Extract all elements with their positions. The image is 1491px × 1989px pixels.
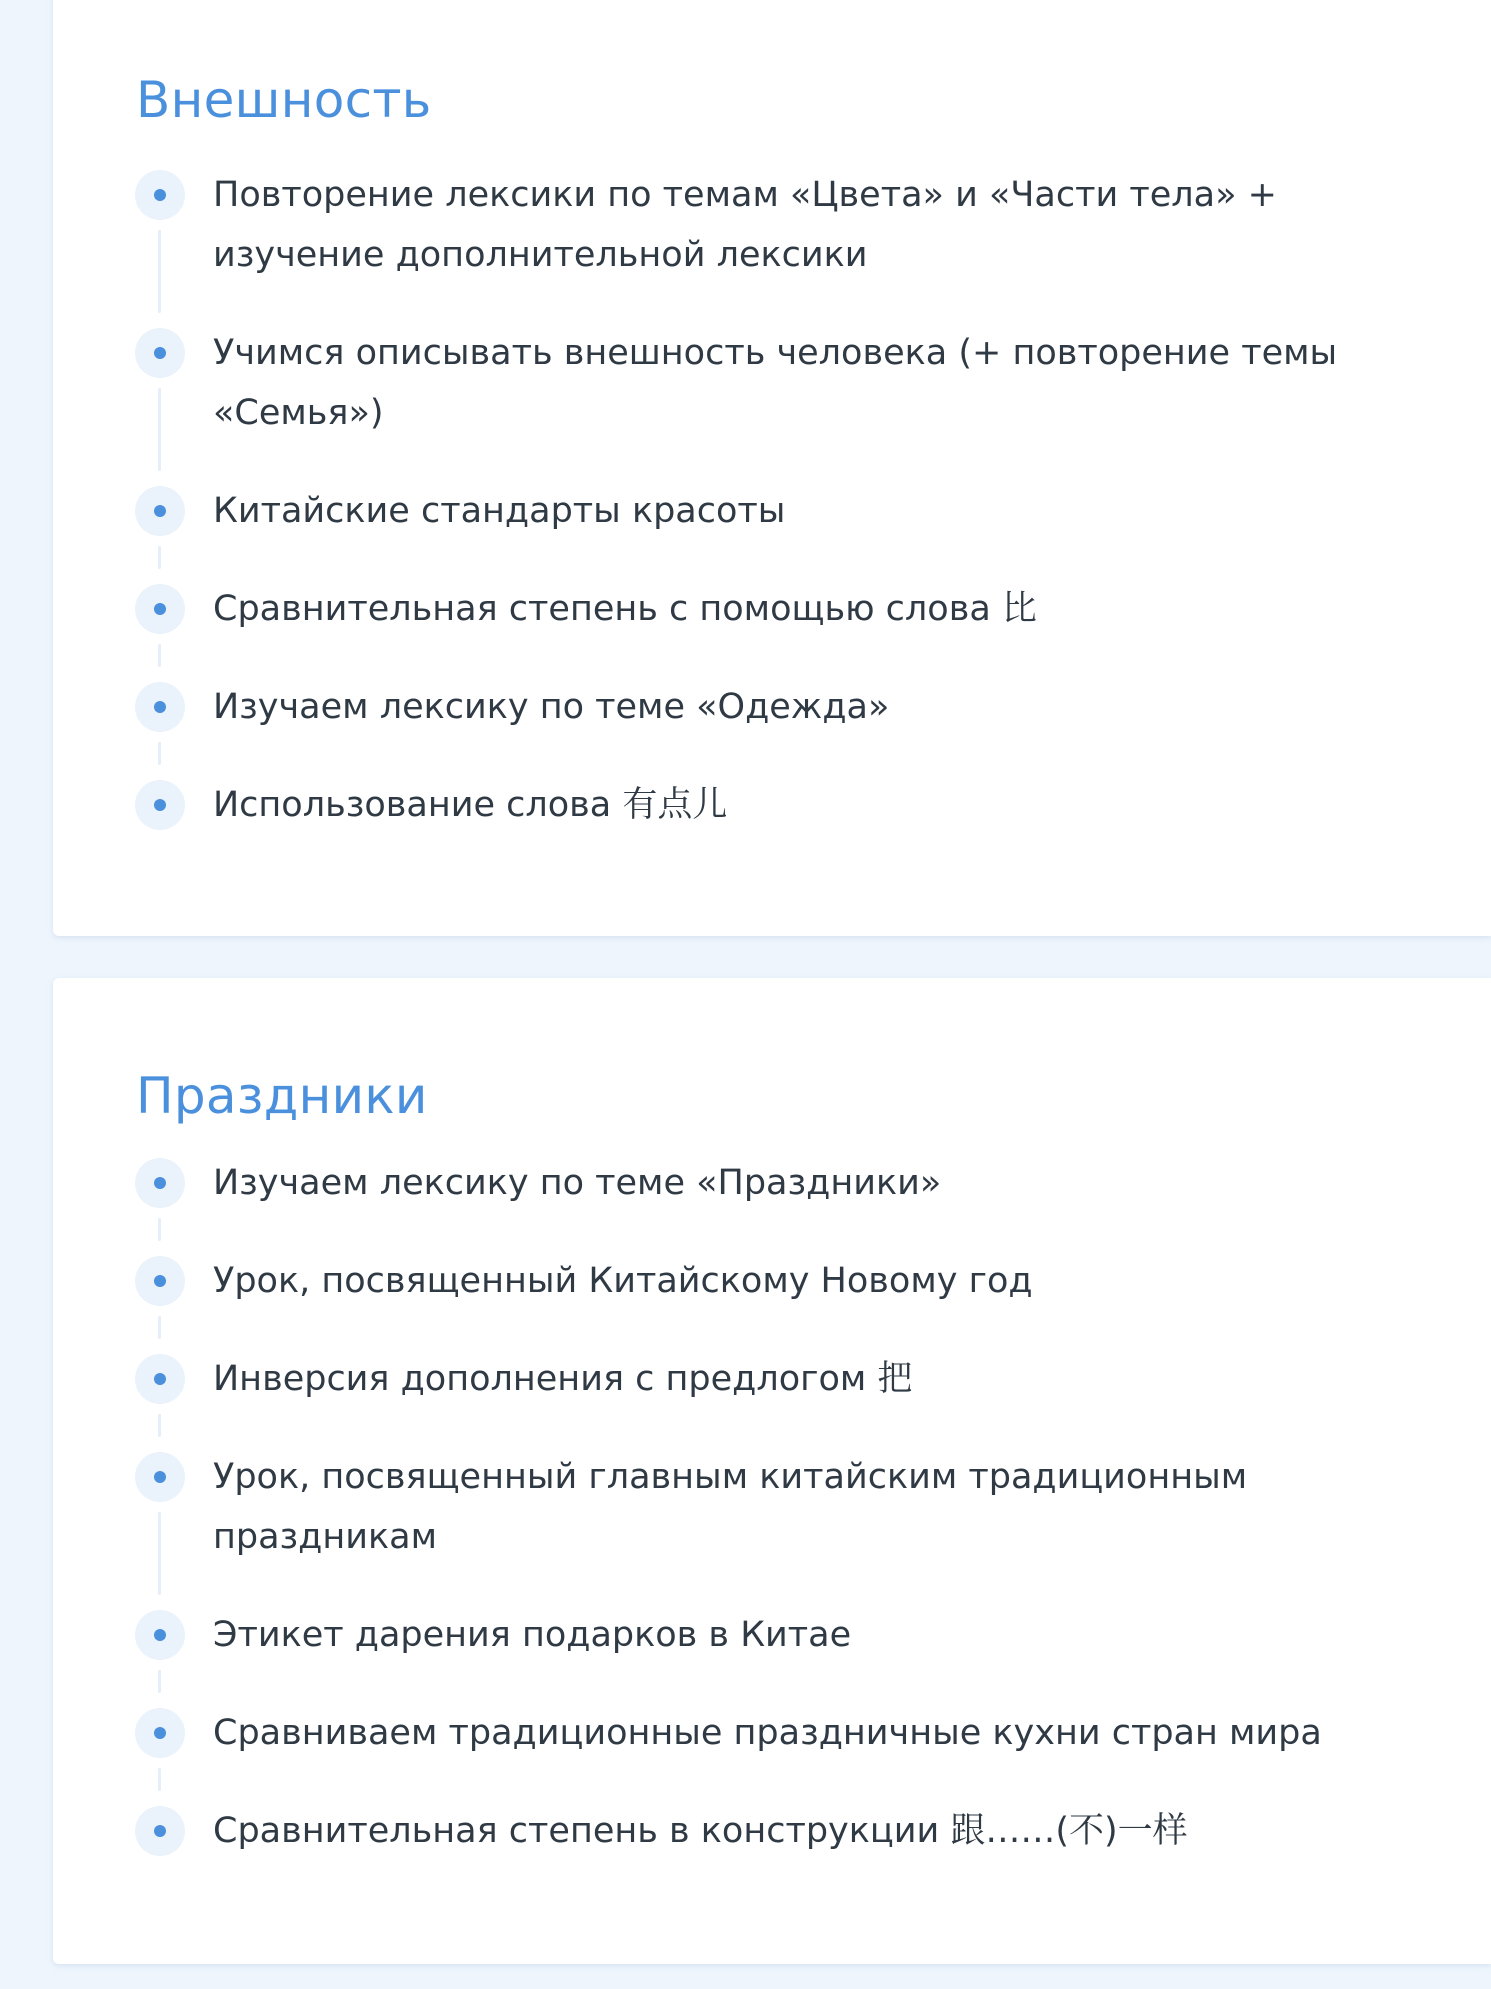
topic-text: Урок, посвященный главным китайским традиционным праздникам	[213, 1457, 1248, 1557]
bullet-dot-icon	[135, 1256, 185, 1306]
topic-text: Учимся описывать внешность человека (+ повторение темы «Семья»)	[213, 333, 1338, 433]
timeline-connector	[158, 1414, 161, 1437]
topic-item	[133, 775, 1373, 835]
bullet-dot-icon	[135, 486, 185, 536]
bullet-dot-icon	[135, 1610, 185, 1660]
timeline-connector	[158, 644, 161, 667]
topic-text: Сравнительная степень с помощью слова 比	[213, 589, 1037, 629]
bullet-dot-icon	[135, 1708, 185, 1758]
timeline-connector	[158, 546, 161, 569]
section-card-holidays	[53, 978, 1491, 1964]
topic-item	[133, 165, 1373, 323]
timeline-connector	[158, 742, 161, 765]
bullet-dot-icon	[135, 1158, 185, 1208]
timeline-connector	[158, 1768, 161, 1791]
topic-list	[133, 1153, 1373, 1861]
topic-item	[133, 1153, 1373, 1251]
timeline-connector	[158, 230, 161, 313]
timeline-connector	[158, 1512, 161, 1595]
bullet-dot-icon	[135, 1354, 185, 1404]
topic-text: Сравниваем традиционные праздничные кухни стран мира	[213, 1713, 1322, 1753]
timeline-connector	[158, 388, 161, 471]
bullet-dot-icon	[135, 1806, 185, 1856]
topic-text: Сравнительная степень в конструкции 跟……(不)一样	[213, 1811, 1188, 1851]
topic-text: Урок, посвященный Китайскому Новому год	[213, 1261, 1033, 1301]
topic-item	[133, 1801, 1373, 1861]
bullet-dot-icon	[135, 170, 185, 220]
topic-item	[133, 1703, 1373, 1801]
topic-text: Повторение лексики по темам «Цвета» и «Части тела» + изучение дополнительной лексики	[213, 175, 1277, 275]
bullet-dot-icon	[135, 1452, 185, 1502]
timeline-connector	[158, 1670, 161, 1693]
topic-item	[133, 1605, 1373, 1703]
topic-text: Этикет дарения подарков в Китае	[213, 1615, 852, 1655]
section-title: Праздники	[136, 1067, 428, 1125]
topic-text: Изучаем лексику по теме «Одежда»	[213, 687, 890, 727]
bullet-dot-icon	[135, 780, 185, 830]
topic-text: Изучаем лексику по теме «Праздники»	[213, 1163, 942, 1203]
section-title: Внешность	[136, 71, 432, 129]
timeline-connector	[158, 1316, 161, 1339]
topic-item	[133, 481, 1373, 579]
timeline-connector	[158, 1218, 161, 1241]
bullet-dot-icon	[135, 328, 185, 378]
topic-item	[133, 323, 1373, 481]
bullet-dot-icon	[135, 584, 185, 634]
bullet-dot-icon	[135, 682, 185, 732]
topic-item	[133, 1349, 1373, 1447]
topic-item	[133, 579, 1373, 677]
topic-item	[133, 677, 1373, 775]
topic-text: Китайские стандарты красоты	[213, 491, 786, 531]
topic-text: Использование слова 有点儿	[213, 785, 728, 825]
topic-item	[133, 1447, 1373, 1605]
topic-text: Инверсия дополнения с предлогом 把	[213, 1359, 913, 1399]
section-card-appearance	[53, 0, 1491, 936]
topic-list	[133, 165, 1373, 835]
topic-item	[133, 1251, 1373, 1349]
